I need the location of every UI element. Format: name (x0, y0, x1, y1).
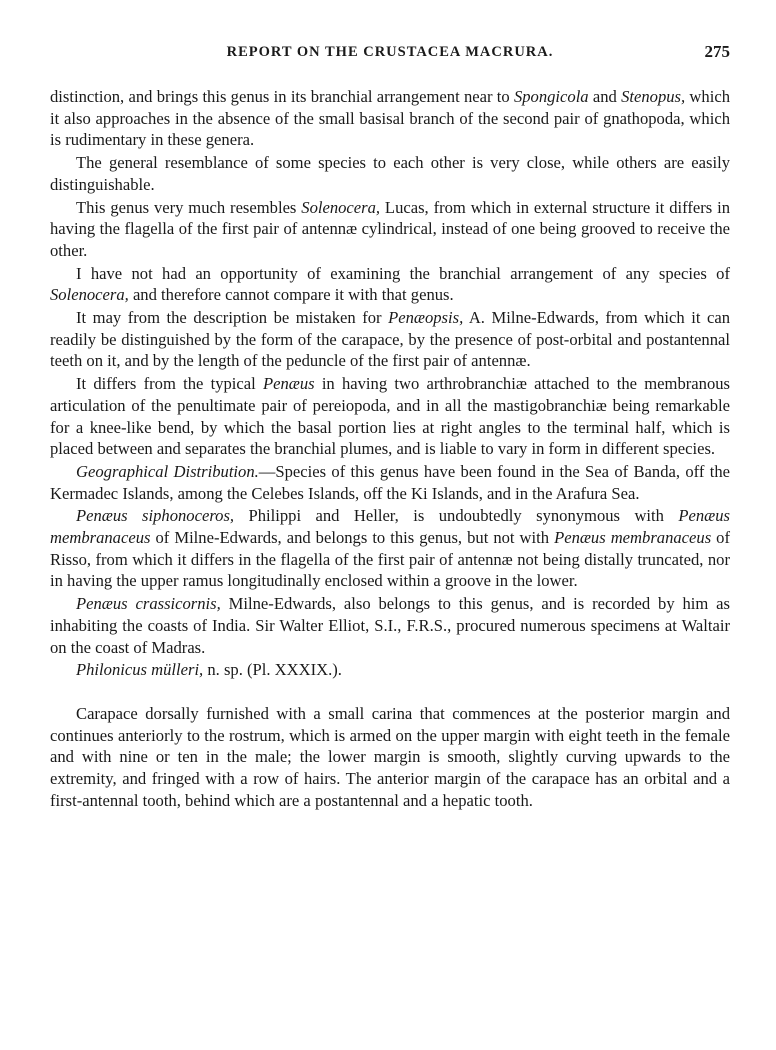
paragraph: Carapace dorsally furnished with a small carina that commences at the posterior margin and continues anteriorly to the rostrum, which is armed on the upper margin with eight teeth in the female and with nine or ten in the male; the lower margin is smooth, slightly curving upwards to the extremity, and fringed with a row of hairs. The anterior margin of the carapace has an orbital and a first-antennal tooth, behind which are a postantennal and a hepatic tooth. (50, 703, 730, 810)
paragraph: I have not had an opportunity of examining the branchial arrangement of any species of Solenocera, and therefore cannot compare it with that genus. (50, 263, 730, 305)
paragraph: Penæus siphonoceros, Philippi and Heller, is undoubtedly synonymous with Penæus membranaceus of Milne-Edwards, and belongs to this genus, but not with Penæus membranaceus of Risso, from which it differs in the flagella of the first pair of antennæ not being distally truncated, nor in having the upper ramus longitudinally enclosed within a groove in the lower. (50, 506, 731, 591)
paragraph: The general resemblance of some species to each other is very close, while others are easily distinguishable. (50, 153, 730, 194)
paragraph: Penæus crassicornis, Milne-Edwards, also belongs to this genus, and is recorded by him as inhabiting the coasts of India. Sir Walter Elliot, S.I., F.R.S., procured numerous specimens at Waltair on the coast of Madras. (50, 594, 731, 657)
paragraph: This genus very much resembles Solenocera, Lucas, from which in external structure it differs in having the flagella of the first pair of antennæ cylindrical, instead of one being grooved to receive the other. (50, 197, 730, 260)
page-number: 275 (704, 42, 730, 61)
body-text (50, 86, 730, 813)
paragraph-distribution: Geographical Distribution.—Species of this genus have been found in the Sea of Banda, off the Kermadec Islands, among the Celebes Islands, off the Ki Islands, and in the Arafura Sea. (50, 461, 730, 503)
running-header (50, 44, 730, 68)
paragraph: It may from the description be mistaken for Penæopsis, A. Milne-Edwards, from which it can readily be distinguished by the form of the carapace, by the presence of post-orbital and postantennal teeth on it, and by the length of the peduncle of the first pair of antennæ. (50, 308, 730, 371)
running-title: REPORT ON THE CRUSTACEA MACRURA. (226, 44, 554, 60)
species-heading: Philonicus mülleri, n. sp. (Pl. XXXIX.). (76, 660, 342, 680)
paragraph: It differs from the typical Penæus in having two arthrobranchiæ attached to the membranous articulation of the penultimate pair of pereiopoda, and in all the mastigobranchiæ being remarkable for a knee-like bend, by which the basal portion lies at right angles to the terminal half, which is placed between and separates the branchial plumes, and is liable to vary in form in different species. (50, 374, 730, 459)
paragraph: distinction, and brings this genus in its branchial arrangement near to Spongicola and Stenopus, which it also approaches in the absence of the small basisal branch of the second pair of gnathopoda, which is rudimentary in these genera. (50, 87, 730, 150)
